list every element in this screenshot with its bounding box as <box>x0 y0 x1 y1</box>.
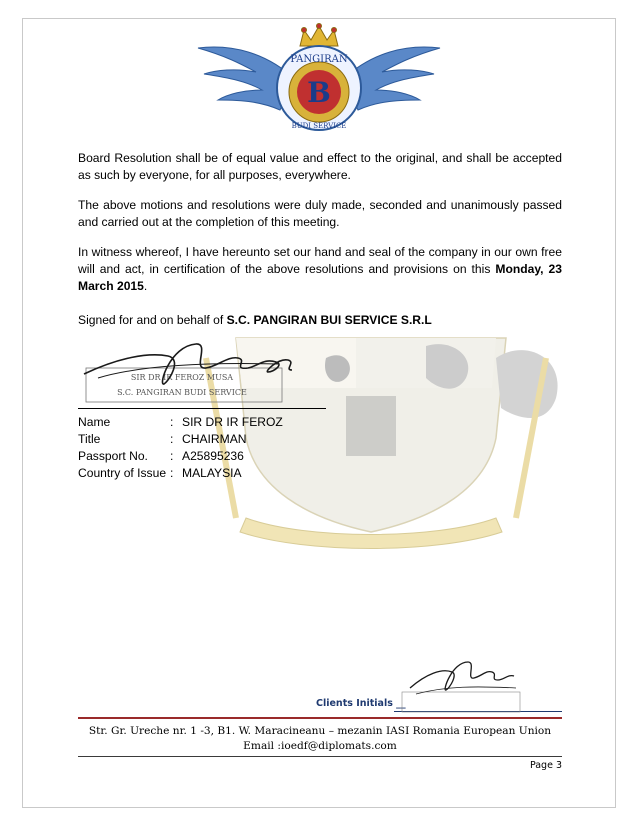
stamp-line-1: SIR DR IR FEROZ MUSA <box>130 373 234 382</box>
field-separator: : <box>170 466 174 480</box>
signature-stamp <box>78 340 338 406</box>
clients-initials-label: Clients Initials __ <box>316 698 406 709</box>
field-row-passport <box>78 448 283 465</box>
footer <box>78 724 562 754</box>
field-separator: : <box>170 449 174 463</box>
footer-email: Email :ioedf@diplomats.com <box>243 740 397 752</box>
initials-signature <box>396 658 530 714</box>
field-separator: : <box>170 415 174 429</box>
footer-address: Str. Gr. Ureche nr. 1 -3, B1. W. Maracineanu – mezanin IASI Romania European Union <box>88 725 552 737</box>
footer-divider-red <box>78 717 562 719</box>
field-value: A25895236 <box>182 449 244 463</box>
footer-divider <box>78 756 562 757</box>
logo-monogram: B <box>307 76 331 109</box>
crown-icon <box>300 24 338 47</box>
field-row-country <box>78 465 283 482</box>
witness-text: In witness whereof, I have hereunto set our hand and seal of the company in our own free will and act, in certification of the above resolutions and provisions on this <box>78 245 562 276</box>
logo-tagline: BUDI SERVICE <box>291 122 347 130</box>
field-label: Name <box>78 415 111 429</box>
paragraph-resolution-value: Board Resolution shall be of equal value and effect to the original, and shall be accepted as such by everyone, for all purposes, everywhere. <box>78 151 562 182</box>
signed-for-text: Signed for and on behalf of <box>78 313 227 327</box>
field-label: Title <box>78 432 101 446</box>
field-separator: : <box>170 432 174 446</box>
witness-date: Monday, 23 March 2015 <box>78 262 563 293</box>
field-value: CHAIRMAN <box>182 432 247 446</box>
paragraph-witness <box>78 244 562 295</box>
witness-end: . <box>143 279 148 293</box>
paragraph-signed-for <box>78 312 562 329</box>
signatory-details <box>78 414 283 482</box>
field-value: SIR DR IR FEROZ <box>182 415 283 429</box>
field-row-title <box>78 431 283 448</box>
paragraph-motions: The above motions and resolutions were duly made, seconded and unanimously passed and carried out at the completion of this meeting. <box>78 198 562 229</box>
page-number: Page 3 <box>529 760 562 771</box>
logo-name: PANGIRAN <box>290 54 348 65</box>
signature-line <box>78 408 326 409</box>
field-label: Passport No. <box>78 449 148 463</box>
field-value: MALAYSIA <box>182 466 242 480</box>
field-row-name <box>78 414 283 431</box>
pangiran-logo <box>196 22 442 144</box>
field-label: Country of Issue <box>78 466 167 480</box>
stamp-line-2: S.C. PANGIRAN BUDI SERVICE <box>117 388 247 397</box>
company-name: S.C. PANGIRAN BUI SERVICE S.R.L <box>226 313 432 327</box>
